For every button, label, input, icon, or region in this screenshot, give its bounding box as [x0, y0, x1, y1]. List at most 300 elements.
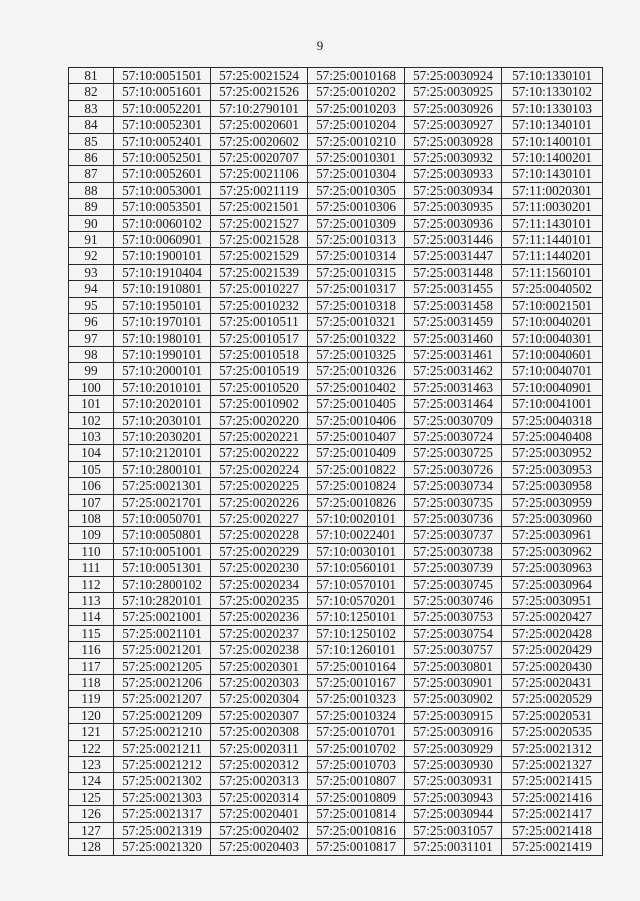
- cadastral-number-cell: 57:25:0020226: [211, 494, 308, 510]
- table-row: [69, 264, 603, 280]
- cadastral-number-cell: 57:25:0021701: [114, 494, 211, 510]
- cadastral-number-cell: 57:10:0022401: [308, 527, 405, 543]
- cadastral-number-cell: 57:25:0020236: [211, 609, 308, 625]
- cadastral-number-cell: 57:25:0030962: [502, 543, 603, 559]
- table-row: [69, 806, 603, 822]
- cadastral-number-cell: 57:25:0030943: [405, 789, 502, 805]
- cadastral-number-cell: 57:25:0030931: [405, 773, 502, 789]
- cadastral-number-cell: 57:25:0030735: [405, 494, 502, 510]
- cadastral-number-cell: 57:10:2820101: [114, 593, 211, 609]
- cadastral-number-cell: 57:25:0021206: [114, 675, 211, 691]
- cadastral-number-cell: 57:10:2790101: [211, 100, 308, 116]
- cadastral-number-cell: 57:25:0020601: [211, 117, 308, 133]
- cadastral-number-cell: 57:25:0021302: [114, 773, 211, 789]
- cadastral-number-cell: 57:25:0010511: [211, 314, 308, 330]
- cadastral-number-cell: 57:25:0020535: [502, 724, 603, 740]
- cadastral-number-cell: 57:25:0021207: [114, 691, 211, 707]
- row-number-cell: 123: [69, 757, 114, 773]
- table-row: [69, 789, 603, 805]
- cadastral-number-cell: 57:25:0020429: [502, 642, 603, 658]
- row-number-cell: 124: [69, 773, 114, 789]
- cadastral-number-cell: 57:10:0050701: [114, 510, 211, 526]
- cadastral-number-cell: 57:25:0031448: [405, 264, 502, 280]
- cadastral-number-cell: 57:25:0030924: [405, 68, 502, 84]
- cadastral-number-cell: 57:25:0021320: [114, 839, 211, 855]
- row-number-cell: 84: [69, 117, 114, 133]
- cadastral-number-cell: 57:25:0020237: [211, 625, 308, 641]
- cadastral-number-cell: 57:25:0040318: [502, 412, 603, 428]
- table-row: [69, 68, 603, 84]
- cadastral-number-cell: 57:10:0051301: [114, 560, 211, 576]
- row-number-cell: 98: [69, 346, 114, 362]
- cadastral-number-cell: 57:10:0050801: [114, 527, 211, 543]
- row-number-cell: 81: [69, 68, 114, 84]
- table-row: [69, 822, 603, 838]
- cadastral-number-cell: 57:25:0030737: [405, 527, 502, 543]
- cadastral-number-cell: 57:25:0020224: [211, 461, 308, 477]
- table-row: [69, 724, 603, 740]
- cadastral-number-cell: 57:25:0030739: [405, 560, 502, 576]
- cadastral-number-cell: 57:25:0030916: [405, 724, 502, 740]
- cadastral-number-cell: 57:25:0010809: [308, 789, 405, 805]
- cadastral-number-cell: 57:25:0020222: [211, 445, 308, 461]
- cadastral-number-cell: 57:10:0060901: [114, 232, 211, 248]
- row-number-cell: 109: [69, 527, 114, 543]
- row-number-cell: 108: [69, 510, 114, 526]
- cadastral-number-cell: 57:25:0030901: [405, 675, 502, 691]
- row-number-cell: 119: [69, 691, 114, 707]
- table-row: [69, 773, 603, 789]
- table-row: [69, 100, 603, 116]
- cadastral-number-cell: 57:10:1430101: [502, 166, 603, 182]
- cadastral-number-cell: 57:25:0010325: [308, 346, 405, 362]
- cadastral-number-cell: 57:25:0010816: [308, 822, 405, 838]
- cadastral-number-cell: 57:25:0010324: [308, 707, 405, 723]
- cadastral-number-cell: 57:25:0010701: [308, 724, 405, 740]
- row-number-cell: 104: [69, 445, 114, 461]
- cadastral-number-cell: 57:25:0030963: [502, 560, 603, 576]
- cadastral-number-cell: 57:25:0030754: [405, 625, 502, 641]
- cadastral-number-cell: 57:25:0010309: [308, 215, 405, 231]
- cadastral-number-cell: 57:10:1980101: [114, 330, 211, 346]
- cadastral-number-cell: 57:25:0030961: [502, 527, 603, 543]
- cadastral-number-cell: 57:10:0040301: [502, 330, 603, 346]
- table-row: [69, 84, 603, 100]
- row-number-cell: 114: [69, 609, 114, 625]
- cadastral-number-cell: 57:25:0010315: [308, 264, 405, 280]
- cadastral-number-cell: 57:25:0031458: [405, 297, 502, 313]
- table-row: [69, 461, 603, 477]
- cadastral-number-cell: 57:25:0030902: [405, 691, 502, 707]
- cadastral-number-cell: 57:25:0021303: [114, 789, 211, 805]
- cadastral-number-cell: 57:25:0010409: [308, 445, 405, 461]
- cadastral-number-cell: 57:10:2800102: [114, 576, 211, 592]
- cadastral-number-cell: 57:25:0020229: [211, 543, 308, 559]
- cadastral-number-cell: 57:10:0021501: [502, 297, 603, 313]
- cadastral-number-cell: 57:25:0020430: [502, 658, 603, 674]
- cadastral-number-cell: 57:10:1910801: [114, 281, 211, 297]
- table-row: [69, 166, 603, 182]
- row-number-cell: 120: [69, 707, 114, 723]
- row-number-cell: 103: [69, 428, 114, 444]
- cadastral-number-cell: 57:25:0010824: [308, 478, 405, 494]
- cadastral-number-cell: 57:25:0021209: [114, 707, 211, 723]
- cadastral-number-cell: 57:25:0020221: [211, 428, 308, 444]
- cadastral-number-cell: 57:25:0021317: [114, 806, 211, 822]
- cadastral-number-cell: 57:25:0020230: [211, 560, 308, 576]
- cadastral-number-cell: 57:25:0010301: [308, 150, 405, 166]
- row-number-cell: 111: [69, 560, 114, 576]
- table-row: [69, 675, 603, 691]
- table-row: [69, 346, 603, 362]
- cadastral-number-cell: 57:25:0010314: [308, 248, 405, 264]
- table-row: [69, 133, 603, 149]
- cadastral-number-cell: 57:25:0031447: [405, 248, 502, 264]
- cadastral-number-cell: 57:10:2120101: [114, 445, 211, 461]
- table-row: [69, 232, 603, 248]
- cadastral-number-cell: 57:25:0031460: [405, 330, 502, 346]
- cadastral-number-cell: 57:25:0030726: [405, 461, 502, 477]
- cadastral-number-cell: 57:25:0020428: [502, 625, 603, 641]
- cadastral-number-cell: 57:25:0021415: [502, 773, 603, 789]
- page-number: 9: [316, 38, 324, 53]
- row-number-cell: 128: [69, 839, 114, 855]
- cadastral-number-cell: 57:10:2800101: [114, 461, 211, 477]
- table-row: [69, 658, 603, 674]
- table-row: [69, 510, 603, 526]
- cadastral-number-cell: 57:11:1430101: [502, 215, 603, 231]
- table-row: [69, 707, 603, 723]
- cadastral-number-cell: 57:10:1250101: [308, 609, 405, 625]
- cadastral-number-cell: 57:25:0030738: [405, 543, 502, 559]
- row-number-cell: 100: [69, 379, 114, 395]
- row-number-cell: 105: [69, 461, 114, 477]
- cadastral-number-cell: 57:25:0021416: [502, 789, 603, 805]
- table-row: [69, 314, 603, 330]
- row-number-cell: 118: [69, 675, 114, 691]
- cadastral-number-cell: 57:10:2000101: [114, 363, 211, 379]
- table-row: [69, 182, 603, 198]
- cadastral-number-cell: 57:10:1330101: [502, 68, 603, 84]
- cadastral-number-cell: 57:25:0020403: [211, 839, 308, 855]
- cadastral-number-cell: 57:25:0021205: [114, 658, 211, 674]
- table-row: [69, 379, 603, 395]
- cadastral-number-cell: 57:25:0020402: [211, 822, 308, 838]
- cadastral-number-cell: 57:10:0040201: [502, 314, 603, 330]
- row-number-cell: 121: [69, 724, 114, 740]
- cadastral-number-cell: 57:25:0010520: [211, 379, 308, 395]
- table-row: [69, 593, 603, 609]
- table-row: [69, 757, 603, 773]
- cadastral-number-cell: 57:25:0021312: [502, 740, 603, 756]
- cadastral-number-cell: 57:25:0030746: [405, 593, 502, 609]
- cadastral-number-cell: 57:10:1250102: [308, 625, 405, 641]
- cadastral-number-cell: 57:25:0010826: [308, 494, 405, 510]
- cadastral-number-cell: 57:25:0020313: [211, 773, 308, 789]
- cadastral-number-cell: 57:25:0010304: [308, 166, 405, 182]
- cadastral-number-cell: 57:25:0021526: [211, 84, 308, 100]
- cadastral-number-cell: 57:25:0010822: [308, 461, 405, 477]
- cadastral-number-cell: 57:25:0020312: [211, 757, 308, 773]
- cadastral-number-cell: 57:25:0021417: [502, 806, 603, 822]
- row-number-cell: 107: [69, 494, 114, 510]
- cadastral-number-cell: 57:10:0052401: [114, 133, 211, 149]
- cadastral-number-cell: 57:11:1440101: [502, 232, 603, 248]
- cadastral-number-cell: 57:25:0020235: [211, 593, 308, 609]
- cadastral-number-cell: 57:25:0040408: [502, 428, 603, 444]
- cadastral-number-cell: 57:25:0010203: [308, 100, 405, 116]
- cadastral-number-cell: 57:25:0010405: [308, 396, 405, 412]
- table-body: [69, 68, 603, 856]
- cadastral-number-cell: 57:25:0021524: [211, 68, 308, 84]
- cadastral-number-cell: 57:25:0021106: [211, 166, 308, 182]
- cadastral-number-cell: 57:25:0020238: [211, 642, 308, 658]
- cadastral-number-cell: 57:25:0010168: [308, 68, 405, 84]
- cadastral-number-cell: 57:10:0051501: [114, 68, 211, 84]
- cadastral-number-cell: 57:10:0053001: [114, 182, 211, 198]
- cadastral-number-cell: 57:25:0030926: [405, 100, 502, 116]
- table-row: [69, 281, 603, 297]
- row-number-cell: 92: [69, 248, 114, 264]
- row-number-cell: 116: [69, 642, 114, 658]
- cadastral-number-cell: 57:25:0020529: [502, 691, 603, 707]
- cadastral-number-cell: 57:25:0010517: [211, 330, 308, 346]
- table-row: [69, 740, 603, 756]
- table-row: [69, 543, 603, 559]
- cadastral-number-cell: 57:25:0030930: [405, 757, 502, 773]
- cadastral-number-cell: 57:25:0030959: [502, 494, 603, 510]
- table-row: [69, 527, 603, 543]
- cadastral-number-cell: 57:25:0010402: [308, 379, 405, 395]
- table-row: [69, 445, 603, 461]
- row-number-cell: 113: [69, 593, 114, 609]
- cadastral-number-cell: 57:25:0020301: [211, 658, 308, 674]
- cadastral-number-cell: 57:25:0030724: [405, 428, 502, 444]
- cadastral-number-cell: 57:25:0010167: [308, 675, 405, 691]
- cadastral-number-cell: 57:25:0021327: [502, 757, 603, 773]
- cadastral-number-cell: 57:10:0570201: [308, 593, 405, 609]
- row-number-cell: 115: [69, 625, 114, 641]
- cadastral-number-cell: 57:10:1400201: [502, 150, 603, 166]
- row-number-cell: 89: [69, 199, 114, 215]
- cadastral-number-cell: 57:25:0030725: [405, 445, 502, 461]
- cadastral-number-cell: 57:25:0020307: [211, 707, 308, 723]
- cadastral-number-cell: 57:25:0010318: [308, 297, 405, 313]
- row-number-cell: 86: [69, 150, 114, 166]
- cadastral-number-cell: 57:11:0020301: [502, 182, 603, 198]
- cadastral-number-cell: 57:25:0031446: [405, 232, 502, 248]
- cadastral-number-cell: 57:10:0052301: [114, 117, 211, 133]
- cadastral-number-cell: 57:25:0010326: [308, 363, 405, 379]
- cadastral-number-cell: 57:25:0030932: [405, 150, 502, 166]
- cadastral-number-cell: 57:10:1330102: [502, 84, 603, 100]
- table-row: [69, 428, 603, 444]
- table-row: [69, 248, 603, 264]
- cadastral-number-cell: 57:25:0010313: [308, 232, 405, 248]
- cadastral-number-cell: 57:25:0021212: [114, 757, 211, 773]
- cadastral-number-cell: 57:11:1440201: [502, 248, 603, 264]
- cadastral-number-cell: 57:25:0010306: [308, 199, 405, 215]
- row-number-cell: 122: [69, 740, 114, 756]
- cadastral-number-cell: 57:10:0052501: [114, 150, 211, 166]
- table-row: [69, 297, 603, 313]
- cadastral-number-cell: 57:25:0030928: [405, 133, 502, 149]
- cadastral-number-cell: 57:10:0040901: [502, 379, 603, 395]
- cadastral-number-cell: 57:25:0020431: [502, 675, 603, 691]
- cadastral-number-cell: 57:25:0010323: [308, 691, 405, 707]
- cadastral-number-cell: 57:25:0010519: [211, 363, 308, 379]
- row-number-cell: 125: [69, 789, 114, 805]
- cadastral-number-cell: 57:25:0021001: [114, 609, 211, 625]
- cadastral-number-cell: 57:25:0020228: [211, 527, 308, 543]
- cadastral-number-cell: 57:10:0020101: [308, 510, 405, 526]
- row-number-cell: 96: [69, 314, 114, 330]
- cadastral-number-cell: 57:10:1400101: [502, 133, 603, 149]
- cadastral-number-cell: 57:10:1990101: [114, 346, 211, 362]
- row-number-cell: 93: [69, 264, 114, 280]
- cadastral-number-cell: 57:10:0041001: [502, 396, 603, 412]
- row-number-cell: 87: [69, 166, 114, 182]
- cadastral-number-cell: 57:25:0030925: [405, 84, 502, 100]
- cadastral-number-cell: 57:25:0010807: [308, 773, 405, 789]
- cadastral-number-cell: 57:25:0010227: [211, 281, 308, 297]
- row-number-cell: 112: [69, 576, 114, 592]
- row-number-cell: 85: [69, 133, 114, 149]
- cadastral-number-cell: 57:25:0030915: [405, 707, 502, 723]
- cadastral-number-cell: 57:25:0030944: [405, 806, 502, 822]
- cadastral-number-cell: 57:25:0010702: [308, 740, 405, 756]
- table-row: [69, 625, 603, 641]
- cadastral-number-cell: 57:10:0052601: [114, 166, 211, 182]
- cadastral-number-cell: 57:25:0031463: [405, 379, 502, 395]
- table-row: [69, 642, 603, 658]
- cadastral-number-cell: 57:25:0030964: [502, 576, 603, 592]
- cadastral-number-cell: 57:25:0021319: [114, 822, 211, 838]
- cadastral-number-cell: 57:10:1260101: [308, 642, 405, 658]
- row-number-cell: 127: [69, 822, 114, 838]
- table-row: [69, 691, 603, 707]
- cadastral-number-cell: 57:25:0010317: [308, 281, 405, 297]
- cadastral-number-cell: 57:10:0560101: [308, 560, 405, 576]
- row-number-cell: 106: [69, 478, 114, 494]
- cadastral-number-cell: 57:10:2020101: [114, 396, 211, 412]
- cadastral-number-cell: 57:25:0020314: [211, 789, 308, 805]
- cadastral-number-cell: 57:25:0010814: [308, 806, 405, 822]
- cadastral-number-cell: 57:25:0020304: [211, 691, 308, 707]
- cadastral-number-cell: 57:10:2030101: [114, 412, 211, 428]
- table-row: [69, 494, 603, 510]
- cadastral-number-cell: 57:25:0030934: [405, 182, 502, 198]
- row-number-cell: 117: [69, 658, 114, 674]
- cadastral-number-cell: 57:25:0021527: [211, 215, 308, 231]
- cadastral-number-cell: 57:25:0010406: [308, 412, 405, 428]
- cadastral-number-cell: 57:10:1900101: [114, 248, 211, 264]
- cadastral-number-cell: 57:25:0020707: [211, 150, 308, 166]
- cadastral-number-cell: 57:25:0030745: [405, 576, 502, 592]
- cadastral-number-cell: 57:25:0030953: [502, 461, 603, 477]
- cadastral-number-cell: 57:10:0053501: [114, 199, 211, 215]
- cadastral-number-cell: 57:25:0030753: [405, 609, 502, 625]
- cadastral-number-cell: 57:25:0031101: [405, 839, 502, 855]
- cadastral-number-cell: 57:10:1910404: [114, 264, 211, 280]
- cadastral-number-cell: 57:25:0010210: [308, 133, 405, 149]
- cadastral-number-cell: 57:10:0060102: [114, 215, 211, 231]
- row-number-cell: 99: [69, 363, 114, 379]
- cadastral-number-cell: 57:25:0021210: [114, 724, 211, 740]
- cadastral-number-cell: 57:25:0030936: [405, 215, 502, 231]
- cadastral-number-cell: 57:25:0021201: [114, 642, 211, 658]
- table-row: [69, 609, 603, 625]
- cadastral-number-cell: 57:10:0570101: [308, 576, 405, 592]
- cadastral-number-cell: 57:25:0031464: [405, 396, 502, 412]
- table-row: [69, 117, 603, 133]
- cadastral-number-cell: 57:25:0021211: [114, 740, 211, 756]
- cadastral-number-cell: 57:10:1970101: [114, 314, 211, 330]
- cadastral-number-cell: 57:25:0021101: [114, 625, 211, 641]
- cadastral-number-cell: 57:25:0010321: [308, 314, 405, 330]
- cadastral-number-cell: 57:25:0021119: [211, 182, 308, 198]
- cadastral-number-cell: 57:25:0010164: [308, 658, 405, 674]
- cadastral-number-cell: 57:11:0030201: [502, 199, 603, 215]
- cadastral-number-cell: 57:25:0030709: [405, 412, 502, 428]
- cadastral-number-cell: 57:25:0030929: [405, 740, 502, 756]
- row-number-cell: 90: [69, 215, 114, 231]
- cadastral-number-cell: 57:25:0010204: [308, 117, 405, 133]
- row-number-cell: 110: [69, 543, 114, 559]
- row-number-cell: 126: [69, 806, 114, 822]
- cadastral-number-cell: 57:25:0010518: [211, 346, 308, 362]
- cadastral-number-cell: 57:10:1340101: [502, 117, 603, 133]
- cadastral-number-cell: 57:25:0010817: [308, 839, 405, 855]
- cadastral-number-cell: 57:25:0030935: [405, 199, 502, 215]
- cadastral-number-cell: 57:25:0021539: [211, 264, 308, 280]
- table-row: [69, 839, 603, 855]
- cadastral-number-cell: 57:10:0040701: [502, 363, 603, 379]
- cadastral-number-cell: 57:25:0030952: [502, 445, 603, 461]
- cadastral-number-cell: 57:25:0021529: [211, 248, 308, 264]
- cadastral-number-cell: 57:25:0031459: [405, 314, 502, 330]
- cadastral-number-cell: 57:25:0021501: [211, 199, 308, 215]
- cadastral-number-cell: 57:25:0030757: [405, 642, 502, 658]
- row-number-cell: 88: [69, 182, 114, 198]
- cadastral-number-cell: 57:25:0030933: [405, 166, 502, 182]
- row-number-cell: 97: [69, 330, 114, 346]
- cadastral-number-cell: 57:25:0030801: [405, 658, 502, 674]
- cadastral-number-cell: 57:25:0010322: [308, 330, 405, 346]
- cadastral-number-cell: 57:25:0030960: [502, 510, 603, 526]
- cadastral-number-cell: 57:25:0021528: [211, 232, 308, 248]
- cadastral-number-cell: 57:25:0010232: [211, 297, 308, 313]
- cadastral-number-cell: 57:10:0051601: [114, 84, 211, 100]
- cadastral-number-cell: 57:10:2010101: [114, 379, 211, 395]
- row-number-cell: 94: [69, 281, 114, 297]
- table-row: [69, 330, 603, 346]
- table-row: [69, 478, 603, 494]
- cadastral-number-cell: 57:25:0030951: [502, 593, 603, 609]
- cadastral-number-cell: 57:25:0020427: [502, 609, 603, 625]
- cadastral-number-cell: 57:25:0020225: [211, 478, 308, 494]
- cadastral-number-cell: 57:25:0020401: [211, 806, 308, 822]
- table-row: [69, 150, 603, 166]
- cadastral-number-cell: 57:25:0020311: [211, 740, 308, 756]
- cadastral-number-cell: 57:25:0010202: [308, 84, 405, 100]
- cadastral-number-cell: 57:25:0040502: [502, 281, 603, 297]
- row-number-cell: 95: [69, 297, 114, 313]
- row-number-cell: 91: [69, 232, 114, 248]
- cadastral-number-cell: 57:25:0020234: [211, 576, 308, 592]
- row-number-cell: 101: [69, 396, 114, 412]
- cadastral-number-cell: 57:25:0021419: [502, 839, 603, 855]
